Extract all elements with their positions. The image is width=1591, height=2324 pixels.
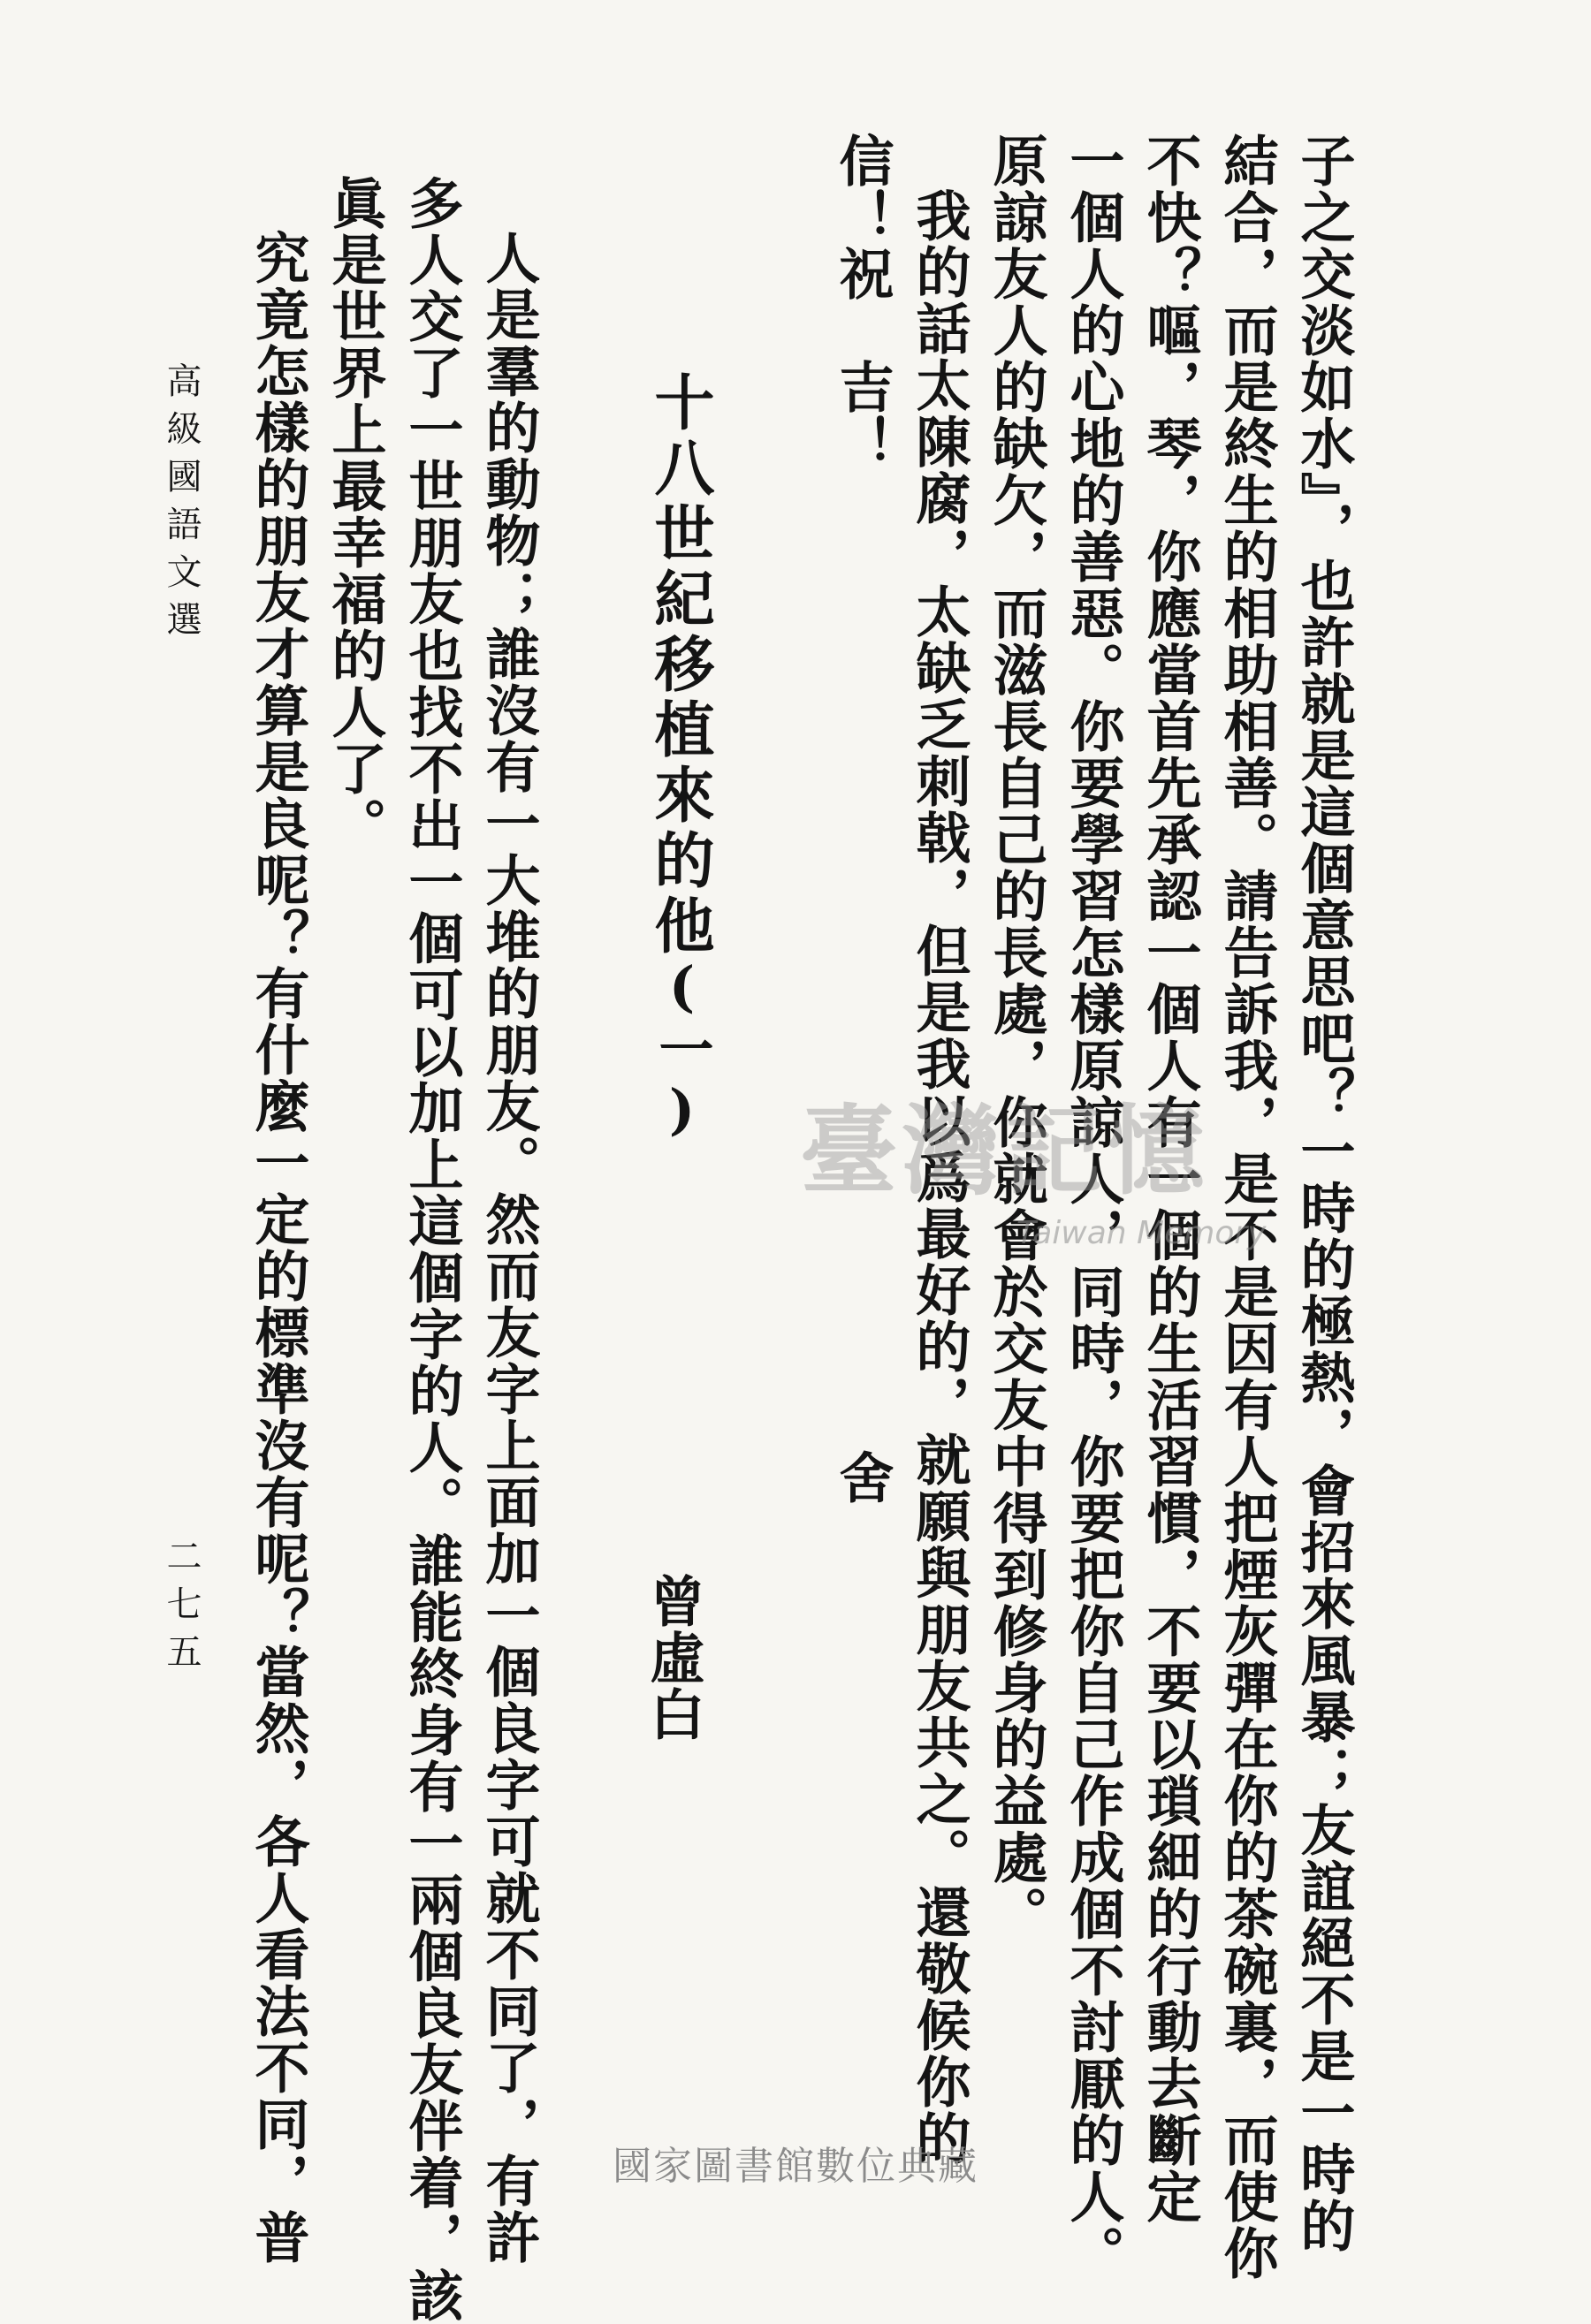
running-head: 高級國語文選 [161,362,202,649]
watermark-logo: 臺灣記憶 [800,1094,1210,1208]
text-column-2: 結合，而是終生的相助相善。請告訴我，是不是因有人把煙灰彈在你的茶碗裏，而使你 [1214,133,1279,2282]
signature: 舍 [830,1449,894,1506]
page-number: 二七五 [161,1538,202,1681]
watermark-subtitle: Taiwan Memory [1016,1215,1267,1251]
article-part-number: (一) [650,954,714,1143]
text-column-7: 信！祝 吉！ [830,133,894,472]
text-column-1: 子之交淡如水』，也許就是這個意思吧？一時的極熱，會招來風暴；友誼絕不是一時的 [1291,133,1356,2254]
text-column-8: 人是羣的動物；誰沒有一大堆的朋友。然而友字上面加一個良字可就不同了，有許 [476,230,541,2266]
article-title: 十八世紀移植來的他 [644,371,715,960]
text-column-5: 原諒友人的缺欠，而滋長自己的長處，你就會於交友中得到修身的益處。 [984,133,1048,1942]
text-column-11: 究竟怎樣的朋友才算是良呢？有什麼一定的標準沒有呢？當然，各人看法不同，普 [246,230,310,2266]
text-column-3: 不快？嘔，琴，你應當首先承認一個人有一個的生活習慣，不要以瑣細的行動去斷定 [1138,133,1202,2225]
text-column-6: 我的話太陳腐，太缺乏刺戟，但是我以爲最好的，就願與朋友共之。還敬候你的 [907,187,971,2167]
text-column-10: 眞是世界上最幸福的人了。 [323,175,387,854]
footer-credit: 國家圖書館數位典藏 [613,2144,978,2189]
article-author: 曾虛白 [641,1573,705,1743]
text-column-4: 一個人的心地的善惡。你要學習怎樣原諒人，同時，你要把你自己作成個不討厭的人。 [1061,133,1125,2282]
text-column-9: 多人交了一世朋友也找不出一個可以加上這個字的人。誰能終身有一兩個良友伴着，該 [400,175,464,2324]
